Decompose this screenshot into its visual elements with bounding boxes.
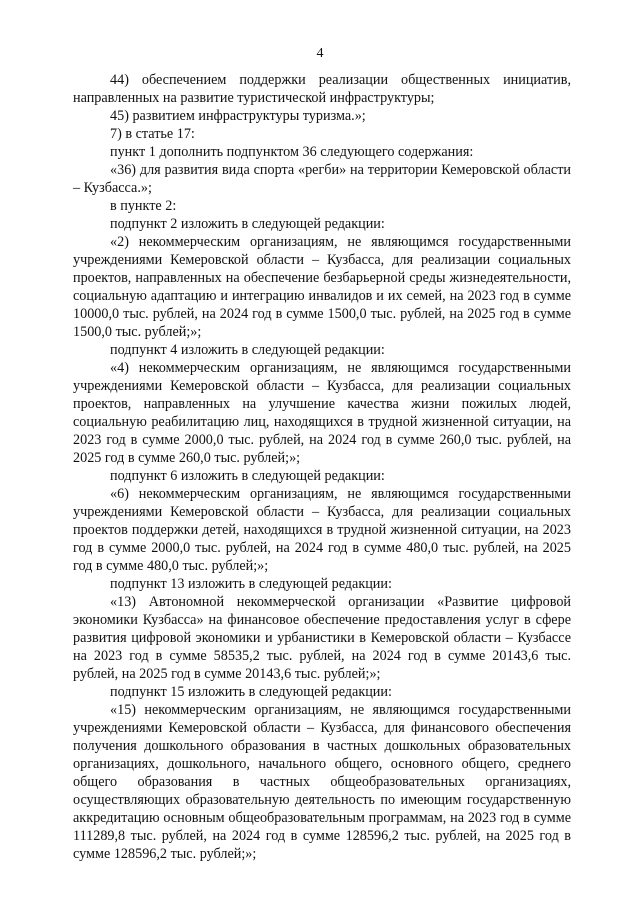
paragraph-point-2-intro: в пункте 2: — [110, 198, 177, 214]
paragraph-subpoint-15: «15) некоммерческим организациям, не являющимся государственными учреждениями Кемеровской области – Кузбасса, для финансового обеспечения получения дошкольного образования в частных дошкольных образовательных организациях, дошкольного, начального общего, основного общего, среднего общего образования в частных общеобразовательных организациях, осуществляющих образовательную деятельность по имеющим государственную аккредитацию основным общеобразовательным программам, на 2023 год в сумме 111289,8 тыс. рублей, на 2024 год в сумме 128596,2 тыс. рублей, на 2025 год в сумме 128596,2 тыс. рублей;»; — [73, 702, 571, 862]
document-body — [73, 71, 571, 863]
page-number: 4 — [316, 46, 324, 61]
paragraph-subpoint-6: «6) некоммерческим организациям, не являющимся государственными учреждениями Кемеровской области – Кузбасса, для реализации социальных проектов поддержки детей, находящихся в трудной жизненной ситуации, на 2023 год в сумме 2000,0 тыс. рублей, на 2024 год в сумме 480,0 тыс. рублей, на 2025 год в сумме 480,0 тыс. рублей;»; — [73, 486, 571, 574]
paragraph-subpoint-2: «2) некоммерческим организациям, не являющимся государственными учреждениями Кемеровской области – Кузбасса, для реализации социальных проектов, направленных на обеспечение безбарьерной среды жизнедеятельности, социальную адаптацию и интеграцию инвалидов и их семей, на 2023 год в сумме 10000,0 тыс. рублей, на 2024 год в сумме 1500,0 тыс. рублей, на 2025 год в сумме 1500,0 тыс. рублей;»; — [73, 234, 571, 340]
paragraph-subpoint-15-intro: подпункт 15 изложить в следующей редакции: — [110, 684, 392, 700]
paragraph-subpoint-4: «4) некоммерческим организациям, не являющимся государственными учреждениями Кемеровской области – Кузбасса, для реализации социальных проектов, направленных на улучшение качества жизни пожилых людей, социальную реабилитацию лиц, находящихся в трудной жизненной ситуации, на 2023 год в сумме 2000,0 тыс. рублей, на 2024 год в сумме 260,0 тыс. рублей, на 2025 год в сумме 260,0 тыс. рублей;»; — [73, 360, 571, 466]
paragraph-subpoint-6-intro: подпункт 6 изложить в следующей редакции: — [110, 468, 385, 484]
paragraph-point-1-intro: пункт 1 дополнить подпунктом 36 следующего содержания: — [110, 144, 474, 160]
paragraph-subpoint-4-intro: подпункт 4 изложить в следующей редакции: — [110, 342, 385, 358]
paragraph-45: 45) развитием инфраструктуры туризма.»; — [110, 108, 366, 124]
paragraph-subpoint-2-intro: подпункт 2 изложить в следующей редакции: — [110, 216, 385, 232]
paragraph-44: 44) обеспечением поддержки реализации общественных инициатив, направленных на развитие туристической инфраструктуры; — [73, 72, 571, 106]
paragraph-subpoint-13: «13) Автономной некоммерческой организации «Развитие цифровой экономики Кузбасса» на финансовое обеспечение предоставления услуг в сфере развития цифровой экономики и урбанистики в Кемеровской области – Кузбассе на 2023 год в сумме 58535,2 тыс. рублей, на 2024 год в сумме 20143,6 тыс. рублей, на 2025 год в сумме 20143,6 тыс. рублей;»; — [73, 594, 571, 682]
paragraph-article-17: 7) в статье 17: — [110, 126, 195, 142]
paragraph-subpoint-13-intro: подпункт 13 изложить в следующей редакции: — [110, 576, 392, 592]
paragraph-subpoint-36: «36) для развития вида спорта «регби» на территории Кемеровской области – Кузбасса.»; — [73, 162, 571, 196]
